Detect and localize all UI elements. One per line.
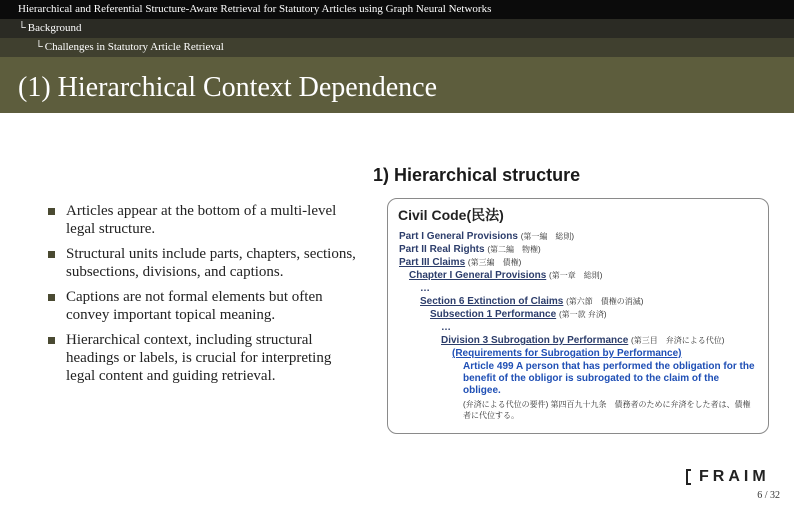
subsection-bar <box>0 38 794 57</box>
bullet-text: Structural units include parts, chapters, sections, subsections, divisions, and captions. <box>66 246 356 280</box>
bullet-item <box>46 288 356 324</box>
hierarchy-line: Subsection 1 Performance (第一款 弁済) <box>430 309 607 320</box>
article-text: Article 499 A person that has performed the obligation for the benefit of the obligor is subrogated to the claim of the obligee. <box>463 361 755 396</box>
square-bullet-icon <box>48 294 55 301</box>
hierarchy-line: Division 3 Subrogation by Performance (第三目 弁済による代位) <box>441 335 725 346</box>
logo-text: FRAIM <box>699 468 770 485</box>
section-link[interactable]: Background <box>27 22 82 34</box>
hierarchy-line: Chapter I General Provisions (第一章 総則) <box>409 270 603 281</box>
hierarchy-line: Part I General Provisions (第一編 総則) <box>399 231 575 242</box>
bullet-text: Articles appear at the bottom of a multi-level legal structure. <box>66 203 337 237</box>
hierarchy-line: … <box>441 322 451 333</box>
hierarchy-line: Section 6 Extinction of Claims (第六節 債権の消滅) <box>420 296 644 307</box>
square-bullet-icon <box>48 251 55 258</box>
hierarchy-line: Part III Claims (第三編 債権) <box>399 257 522 268</box>
subsection-link[interactable]: Challenges in Statutory Article Retrieval <box>44 41 224 53</box>
bullet-text: Captions are not formal elements but often convey important topical meaning. <box>66 289 323 323</box>
fraim-logo <box>686 468 770 486</box>
presentation-title[interactable]: Hierarchical and Referential Structure-Aware Retrieval for Statutory Articles using Graph Neural Networks <box>18 3 492 15</box>
civil-code-heading: Civil Code(民法) <box>398 207 504 223</box>
tree-connector-icon: └ <box>35 41 43 53</box>
square-bullet-icon <box>48 208 55 215</box>
page-number: 6 / 32 <box>757 490 780 501</box>
figure-title: 1) Hierarchical structure <box>373 165 581 185</box>
hierarchy-line: … <box>420 283 430 294</box>
bullet-item <box>46 202 356 238</box>
hierarchy-line: Part II Real Rights (第二編 物権) <box>399 244 541 255</box>
article-japanese-text: (弁済による代位の要件) 第四百九十九条 債務者のために弁済をした者は、債権者に代位する。 <box>463 400 751 420</box>
bullet-item <box>46 245 356 281</box>
square-bullet-icon <box>48 337 55 344</box>
section-bar <box>0 19 794 38</box>
hierarchy-figure <box>387 198 769 434</box>
bullet-item <box>46 331 356 385</box>
bullet-list <box>46 202 356 392</box>
slide-title-bar <box>0 57 794 113</box>
bracket-left-icon <box>686 469 691 485</box>
bullet-text: Hierarchical context, including structural headings or labels, is crucial for interpreting legal content and guiding retrieval. <box>66 332 332 384</box>
tree-connector-icon: └ <box>18 22 26 34</box>
slide-title: (1) Hierarchical Context Dependence <box>18 72 438 103</box>
caption-line: (Requirements for Subrogation by Performance) <box>452 348 682 359</box>
presentation-title-bar <box>0 0 794 19</box>
